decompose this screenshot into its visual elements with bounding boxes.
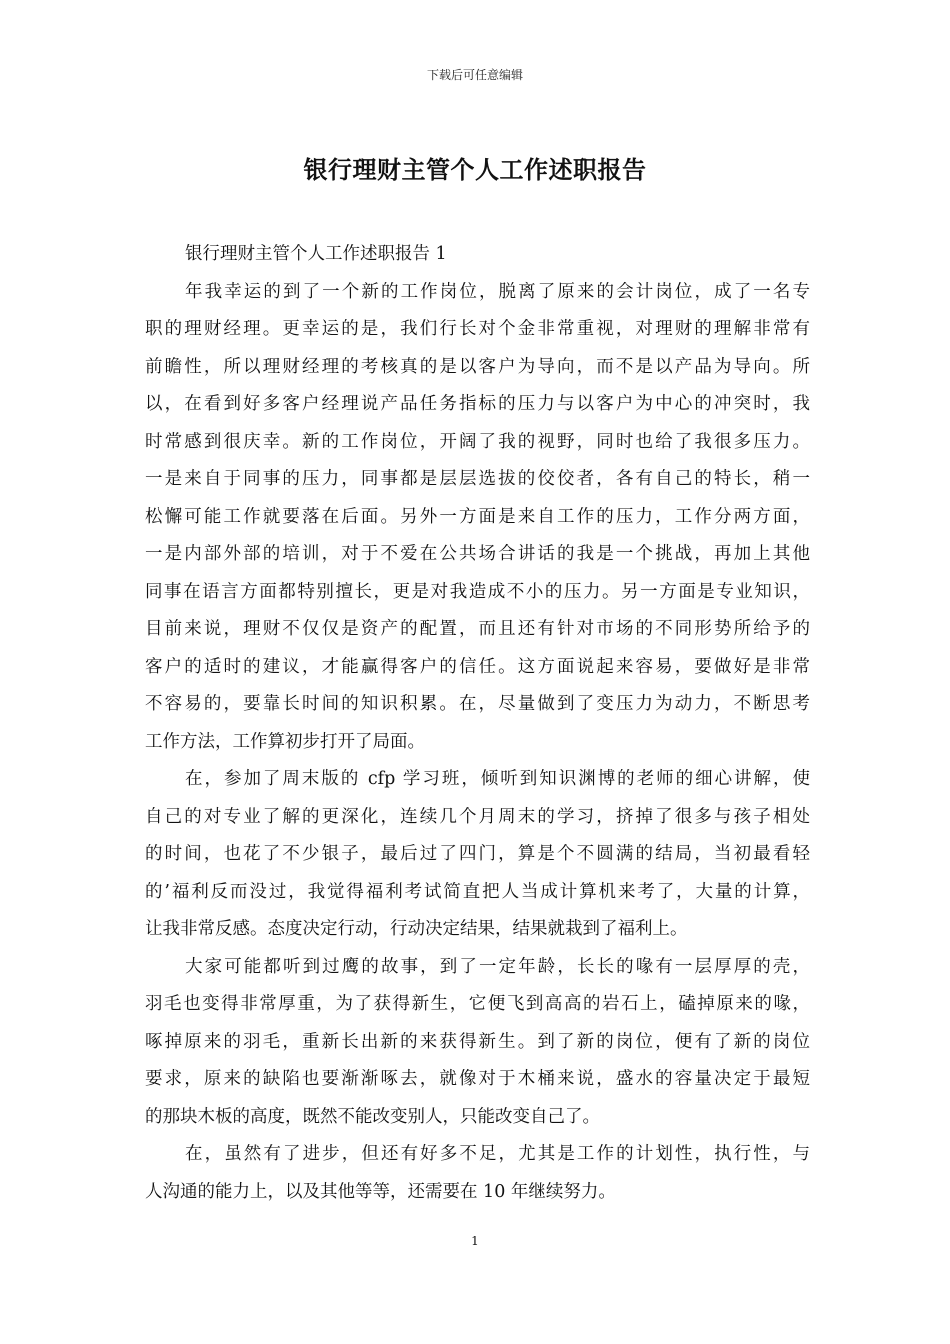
body-line: 职的理财经理。更幸运的是，我们行长对个金非常重视，对理财的理解非常有	[145, 319, 810, 339]
body-line: 的时间，也花了不少银子，最后过了四门，算是个不圆满的结局，当初最看轻	[145, 844, 810, 864]
body-line: 一是内部外部的培训，对于不爱在公共场合讲话的我是一个挑战，再加上其他	[145, 544, 810, 564]
body-line: 时常感到很庆幸。新的工作岗位，开阔了我的视野，同时也给了我很多压力。	[145, 431, 810, 452]
document-body	[145, 236, 810, 1211]
body-line: 让我非常反感。态度决定行动，行动决定结果，结果就栽到了福利上。	[145, 919, 688, 939]
body-line: 在，虽然有了进步，但还有好多不足，尤其是工作的计划性，执行性，与	[185, 1144, 810, 1164]
body-line: 在，参加了周末版的 cfp 学习班，倾听到知识渊博的老师的细心讲解，使	[185, 769, 810, 789]
body-line: 同事在语言方面都特别擅长，更是对我造成不小的压力。另一方面是专业知识，	[145, 581, 810, 602]
page-header: 下载后可任意编辑	[426, 68, 523, 82]
body-line: 啄掉原来的羽毛，重新长出新的来获得新生。到了新的岗位，便有了新的岗位	[145, 1031, 810, 1052]
body-line: 大家可能都听到过鹰的故事，到了一定年龄，长长的喙有一层厚厚的壳，	[185, 956, 810, 977]
body-line: 客户的适时的建议，才能赢得客户的信任。这方面说起来容易，要做好是非常	[145, 656, 810, 677]
body-line: 前瞻性，所以理财经理的考核真的是以客户为导向，而不是以产品为导向。所	[145, 356, 810, 377]
body-line: 年我幸运的到了一个新的工作岗位，脱离了原来的会计岗位，成了一名专	[185, 281, 810, 302]
body-line: 人沟通的能力上，以及其他等等，还需要在 10 年继续努力。	[145, 1181, 616, 1202]
body-line: 目前来说，理财不仅仅是资产的配置，而且还有针对市场的不同形势所给予的	[145, 619, 810, 639]
body-line: 松懈可能工作就要落在后面。另外一方面是来自工作的压力，工作分两方面，	[145, 506, 810, 527]
body-line: 羽毛也变得非常厚重，为了获得新生，它便飞到高高的岩石上，磕掉原来的喙，	[145, 994, 810, 1014]
document-title: 银行理财主管个人工作述职报告	[303, 155, 647, 184]
body-line: 以，在看到好多客户经理说产品任务指标的压力与以客户为中心的冲突时，我	[145, 394, 810, 414]
body-line: 不容易的，要靠长时间的知识积累。在，尽量做到了变压力为动力，不断思考	[145, 694, 810, 714]
body-line: 自己的对专业了解的更深化，连续几个月周末的学习，挤掉了很多与孩子相处	[145, 806, 810, 827]
body-line: 的那块木板的高度，既然不能改变别人，只能改变自己了。	[145, 1106, 600, 1127]
body-line: 一是来自于同事的压力，同事都是层层选拔的佼佼者，各有自己的特长，稍一	[145, 469, 810, 489]
body-line: 工作方法，工作算初步打开了局面。	[145, 731, 425, 752]
body-line: 要求，原来的缺陷也要渐渐啄去，就像对于木桶来说，盛水的容量决定于最短	[145, 1069, 810, 1089]
page-number: 1	[471, 1234, 479, 1248]
body-line: 的’福利反而没过，我觉得福利考试简直把人当成计算机来考了，大量的计算，	[145, 881, 810, 902]
body-line: 银行理财主管个人工作述职报告 1	[185, 244, 447, 264]
